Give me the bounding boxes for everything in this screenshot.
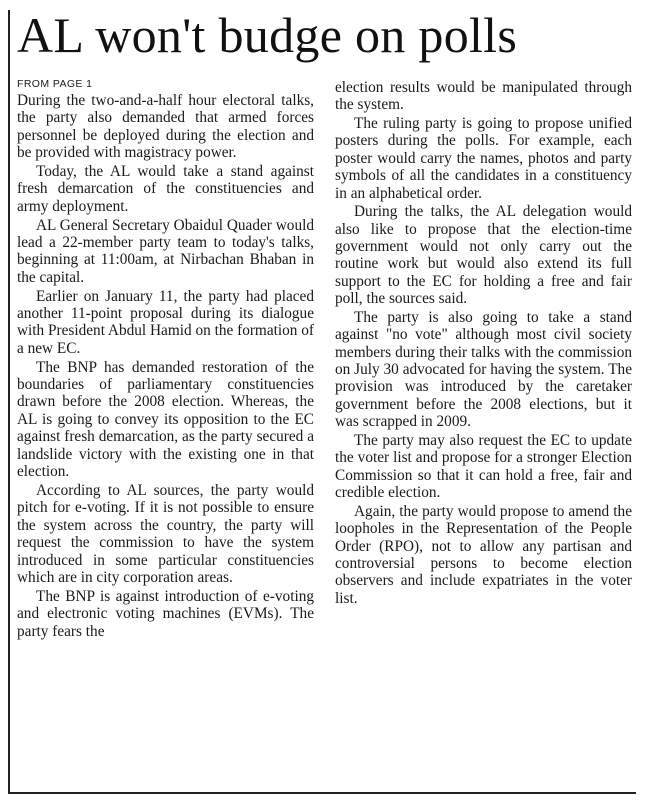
paragraph: The BNP has demanded restoration of the boundaries of parliamentary constituencies drawn before the 2008 election. Whereas, the AL is going to convey its opposition to the EC against fresh demarcation, as the party secured a landslide victory with the existing one in that election. bbox=[17, 358, 314, 481]
paragraph: The ruling party is going to propose unified posters during the polls. For example, each poster would carry the names, photos and party symbols of all the candidates in a constituency in an alphabetical order. bbox=[335, 115, 632, 202]
paragraph: Today, the AL would take a stand against fresh demarcation of the constituencies and army deployment. bbox=[17, 163, 314, 215]
paragraph: election results would be manipulated through the system. bbox=[335, 79, 632, 114]
paragraph: Earlier on January 11, the party had placed another 11-point proposal during its dialogue with President Abdul Hamid on the formation of a new EC. bbox=[17, 287, 314, 357]
paragraph: Again, the party would propose to amend the loopholes in the Representation of the People Order (RPO), not to allow any partisan and controversial persons to become election observers and include expatriates in the voter list. bbox=[335, 502, 632, 607]
left-column bbox=[17, 78, 314, 641]
paragraph: The party may also request the EC to update the voter list and propose for a stronger Election Commission so that it can hold a free, fair and credible election. bbox=[335, 431, 632, 502]
left-column-rule bbox=[8, 10, 10, 794]
paragraph: According to AL sources, the party would pitch for e-voting. If it is not possible to ensure the system across the country, the party will request the commission to have the system introduced in some particular constituencies which are in city corporation areas. bbox=[17, 481, 314, 586]
headline: AL won't budge on polls bbox=[17, 7, 518, 63]
dateline: FROM PAGE 1 bbox=[17, 78, 93, 90]
paragraph: The party is also going to take a stand against "no vote" although most civil society members during their talks with the commission on July 30 advocated for having the system. The provision was introduced by the caretaker government before the 2008 elections, but it was scrapped in 2009. bbox=[335, 308, 632, 431]
right-column bbox=[335, 79, 632, 608]
paragraph: During the talks, the AL delegation would also like to propose that the election-time government would not only carry out the routine work but would also extend its full support to the EC for holding a free and fair poll, the sources said. bbox=[335, 203, 632, 308]
paragraph: AL General Secretary Obaidul Quader would lead a 22-member party team to today's talks, beginning at 11:00am, at Nirbachan Bhaban in the capital. bbox=[17, 216, 314, 286]
bottom-rule bbox=[8, 792, 636, 794]
paragraph: The BNP is against introduction of e-voting and electronic voting machines (EVMs). The party fears the bbox=[17, 587, 314, 640]
paragraph: During the two-and-a-half hour electoral talks, the party also demanded that armed forces personnel be deployed during the election and be provided with magistracy power. bbox=[17, 92, 314, 162]
